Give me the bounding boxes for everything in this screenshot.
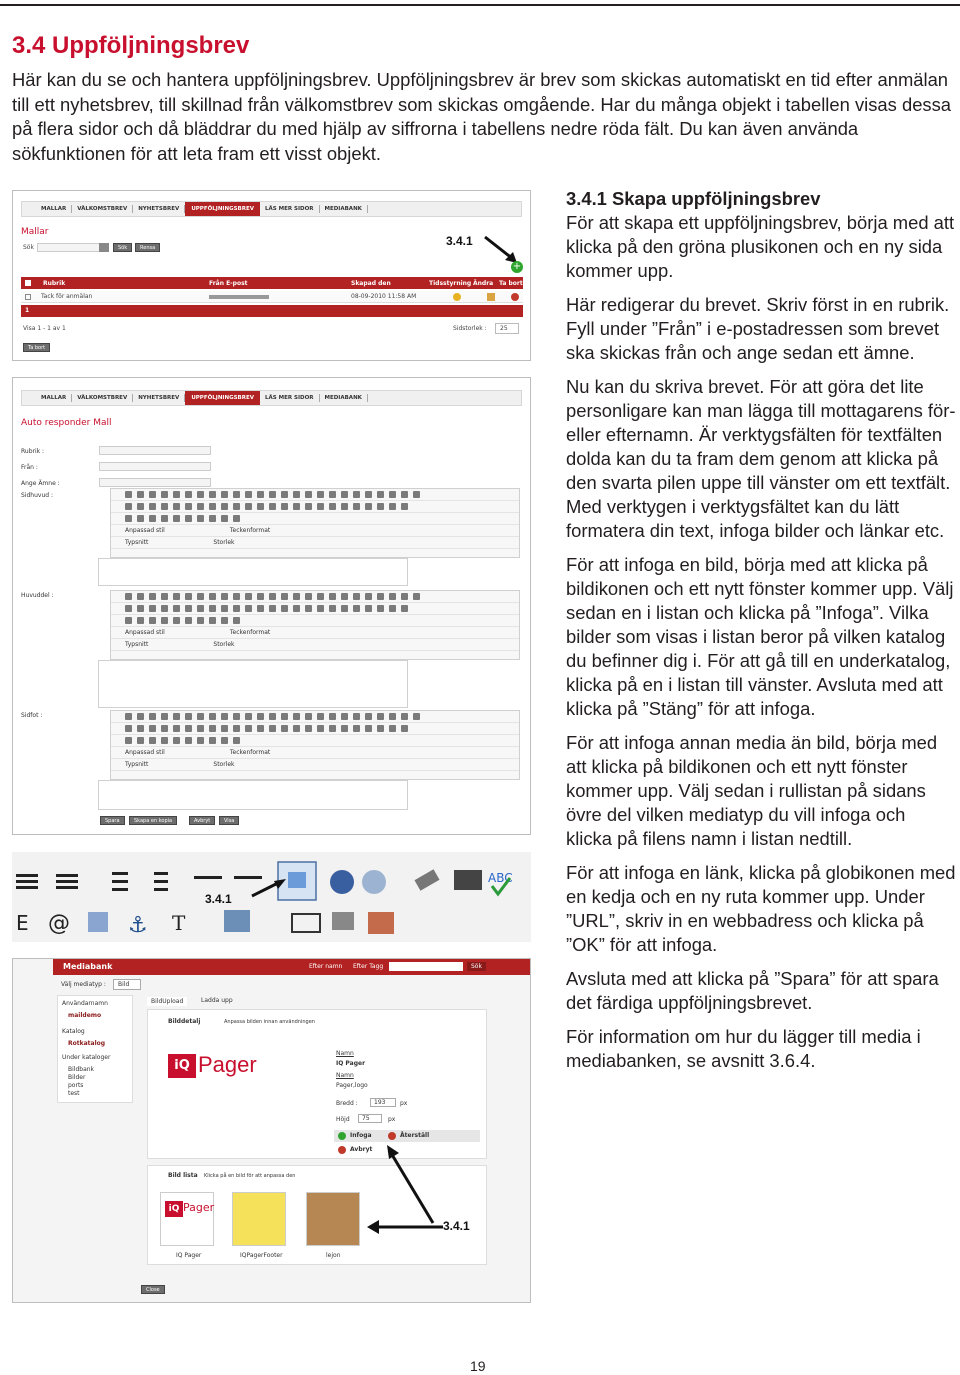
nav-uppfoljningsbrev[interactable]: UPPFÖLJNINGSBREV xyxy=(185,202,260,216)
col-rubrik[interactable]: Rubrik xyxy=(43,280,66,287)
nav-mediabank[interactable]: MEDIABANK xyxy=(320,205,368,213)
tab-bildupload[interactable]: BildUpload xyxy=(147,997,187,1006)
nav-valkomstbrev[interactable]: VÄLKOMSTBREV xyxy=(72,394,133,402)
para-2: Här redigerar du brevet. Skriv först in en rubrik. Fyll under ”Från” i e-postadressen som brevet ska skickas från och ange sedan ett ämne. xyxy=(566,294,950,363)
table-row[interactable] xyxy=(21,291,523,303)
timing-icon[interactable] xyxy=(453,293,461,301)
arrow-to-thumb xyxy=(365,1215,445,1239)
clear-button[interactable]: Rensa xyxy=(135,243,160,252)
thumb-pager-text: Pager xyxy=(183,1201,215,1214)
name-label: Namn xyxy=(336,1050,354,1057)
subcatalog-label: Under kataloger xyxy=(62,1054,111,1061)
nav-nyhetsbrev[interactable]: NYHETSBREV xyxy=(133,205,185,213)
label-sidfot: Sidfot : xyxy=(21,712,43,719)
col-timing[interactable]: Tidsstyrning xyxy=(429,280,472,287)
search-label: Sök xyxy=(23,244,34,251)
label-rubrik: Rubrik : xyxy=(21,448,45,455)
table-header xyxy=(21,277,523,289)
logo-pager-text: Pager xyxy=(198,1052,257,1077)
col-delete[interactable]: Ta bort xyxy=(499,280,523,287)
name2-value: Pager,logo xyxy=(336,1082,368,1089)
tab-ladda-upp[interactable]: Ladda upp xyxy=(201,997,233,1004)
subcatalog-test[interactable]: test xyxy=(68,1090,80,1097)
preview-logo xyxy=(166,1048,266,1092)
para-5: För att infoga annan media än bild, börja med att klicka på bildikonen och ett nytt fönster kommer upp. Välj sedan i rullistan på sidans övre del vilken mediatyp du vill infoga och klicka på filens namn i listan nedtill. xyxy=(566,732,938,849)
screenshot-mediabank xyxy=(12,958,531,1303)
cancel-button[interactable]: Avbryt xyxy=(189,816,215,825)
editor-toolbar-huvuddel[interactable] xyxy=(110,590,520,660)
thumb-caption-3: lejon xyxy=(326,1252,341,1259)
pager-bar xyxy=(21,305,523,317)
reset-button[interactable]: Återställ xyxy=(400,1132,430,1139)
editor-toolbar-sidfot[interactable] xyxy=(110,710,520,780)
nav-las-mer-sidor[interactable]: LÄS MER SIDOR xyxy=(260,205,320,213)
size-label: Storlek xyxy=(213,641,235,648)
search-button[interactable]: Sök xyxy=(113,243,132,252)
nav-mediabank[interactable]: MEDIABANK xyxy=(320,394,368,402)
label-huvuddel: Huvuddel : xyxy=(21,592,54,599)
sidfot-textarea[interactable] xyxy=(98,780,408,810)
detail-panel xyxy=(147,1009,487,1159)
pager-page-1[interactable]: 1 xyxy=(25,307,30,314)
right-column xyxy=(566,187,956,1083)
detail-title: Bilddetalj xyxy=(168,1018,201,1025)
font-label: Typsnitt xyxy=(125,761,149,768)
toolbar-zoom-graphic xyxy=(12,852,531,942)
para-3: Nu kan du skriva brevet. För att göra det lite personligare kan man lägga till mottagarens för- eller efternamn. Är verktygsfälten för textfälten dolda kan du ta fram dem genom att klicka på den svarta pilen uppe till vänster om ett textfält. Med verktygen i verktygsfältet kan du lätt formatera din text, infoga bilder och länkar etc. xyxy=(566,376,956,541)
size-label: Storlek xyxy=(213,761,235,768)
detail-hint: Anpassa bilden innan användningen xyxy=(224,1019,315,1025)
col-created[interactable]: Skapad den xyxy=(351,280,391,287)
width-input[interactable]: 193 xyxy=(370,1098,396,1107)
subcatalog-ports[interactable]: ports xyxy=(68,1082,84,1089)
editor-toolbar-sidhuvud[interactable] xyxy=(110,488,520,558)
svg-text:ABC: ABC xyxy=(488,871,513,885)
screenshot-toolbar-zoom xyxy=(12,852,531,942)
list-title: Bild lista xyxy=(168,1172,198,1179)
svg-text:E: E xyxy=(16,911,29,935)
mallar-title: Mallar xyxy=(21,227,49,237)
nav-uppfoljningsbrev[interactable]: UPPFÖLJNINGSBREV xyxy=(185,391,260,405)
screenshot-editor xyxy=(12,377,531,835)
height-input[interactable]: 75 xyxy=(358,1114,382,1123)
format-label: Teckenformat xyxy=(229,629,271,636)
huvuddel-textarea[interactable] xyxy=(98,660,408,708)
user-label: Användarnamn xyxy=(62,1000,108,1007)
page-number: 19 xyxy=(470,1358,486,1374)
col-edit[interactable]: Ändra xyxy=(473,280,494,287)
row-rubrik: Tack för anmälan xyxy=(41,293,93,300)
fran-input[interactable] xyxy=(99,462,211,471)
nav-las-mer-sidor[interactable]: LÄS MER SIDOR xyxy=(260,394,320,402)
nav-valkomstbrev[interactable]: VÄLKOMSTBREV xyxy=(72,205,133,213)
nav-mallar[interactable]: MALLAR xyxy=(36,205,72,213)
svg-text:@: @ xyxy=(48,911,70,936)
style-label: Anpassad stil xyxy=(125,629,165,636)
list-hint: Klicka på en bild för att anpassa den xyxy=(204,1173,296,1179)
width-label: Bredd : xyxy=(336,1100,358,1107)
show-count: Visa 1 - 1 av 1 xyxy=(23,325,66,332)
label-fran: Från : xyxy=(21,464,38,471)
subcatalog-bildbank[interactable]: Bildbank xyxy=(68,1066,95,1073)
sidhuvud-textarea[interactable] xyxy=(98,558,408,586)
catalog-label: Katalog xyxy=(62,1028,85,1035)
amne-input[interactable] xyxy=(99,478,211,487)
para-4: För att infoga en bild, börja med att klicka på bildikonen och ett nytt fönster kommer upp. Välj sedan en i listan och klicka på ”Infoga”. Vilka bilder som visas i listan beror på vilken katalog du befinner dig i. För att gå till en underkatalog, klicka på en i listan till vänster. Avsluta med att klicka på ”Stäng” för att infoga. xyxy=(566,554,954,719)
section-title: 3.4 Uppföljningsbrev xyxy=(12,32,250,59)
close-button[interactable]: Close xyxy=(141,1285,165,1294)
checkbox-all[interactable] xyxy=(25,280,31,286)
callout-label: 3.4.1 xyxy=(446,234,473,248)
sidebar xyxy=(57,995,133,1103)
name2-label: Namn xyxy=(336,1072,354,1079)
height-label: Höjd xyxy=(336,1116,350,1123)
screenshot-mallar-list xyxy=(12,190,531,361)
svg-text:⚓: ⚓ xyxy=(128,913,148,938)
label-amne: Ange Ämne : xyxy=(21,480,60,487)
admin-navbar xyxy=(21,201,522,217)
para-6: För att infoga en länk, klicka på globikonen med en kedja och en ny ruta kommer upp. Under ”URL”, skriv in en webbadress och klicka på ”OK” för att infoga. xyxy=(566,862,956,955)
intro-paragraph: Här kan du se och hantera uppföljningsbrev. Uppföljningsbrev är brev som skickas automatiskt en tid efter anmälan till ett nyhetsbrev, till skillnad från välkomstbrev som skickas omgående. Har du många objekt i tabellen visas dessa på flera sidor och då bläddrar du med hjälp av siffrorna i tabellens nedre röda fält. Du kan även använda sökfunktionen för att leta fram ett visst objekt. xyxy=(12,69,952,164)
copy-button[interactable]: Skapa en kopia xyxy=(129,816,177,825)
nav-nyhetsbrev[interactable]: NYHETSBREV xyxy=(133,394,185,402)
nav-mallar[interactable]: MALLAR xyxy=(36,394,72,402)
name-value: IQ Pager xyxy=(336,1060,366,1067)
mediabank-header xyxy=(53,959,531,975)
insert-icon[interactable] xyxy=(338,1132,346,1140)
delete-icon[interactable] xyxy=(511,293,519,301)
para-1: För att skapa ett uppföljningsbrev, börja med att klicka på den gröna plusikonen och en ny sida kommer upp. xyxy=(566,212,955,281)
thumb-iq-mark: iQ xyxy=(165,1201,183,1217)
svg-text:T: T xyxy=(172,911,186,935)
search-input[interactable] xyxy=(37,243,107,252)
width-unit: px xyxy=(400,1100,408,1107)
media-type-label: Välj mediatyp : xyxy=(61,981,106,988)
save-button[interactable]: Spara xyxy=(100,816,125,825)
catalog-value[interactable]: Rotkatalog xyxy=(68,1040,106,1047)
font-label: Typsnitt xyxy=(125,641,149,648)
subsection-heading: 3.4.1 Skapa uppföljningsbrev xyxy=(566,188,821,209)
cancel-icon[interactable] xyxy=(338,1146,346,1154)
user-value: maildemo xyxy=(68,1012,102,1019)
row-date: 08-09-2010 11:58 AM xyxy=(351,293,417,300)
search-by-tag[interactable]: Efter Tagg xyxy=(353,963,384,970)
editor-title: Auto responder Mall xyxy=(21,418,112,428)
page-size-select[interactable]: 25 xyxy=(495,323,519,334)
cancel-button[interactable]: Avbryt xyxy=(350,1146,373,1153)
style-label: Anpassad stil xyxy=(125,749,165,756)
admin-navbar xyxy=(21,390,522,406)
font-label: Typsnitt xyxy=(125,539,149,546)
page-size-label: Sidstorlek : xyxy=(453,325,487,332)
row-checkbox[interactable] xyxy=(25,294,31,300)
search-icon[interactable] xyxy=(99,243,109,252)
label-sidhuvud: Sidhuvud : xyxy=(21,492,53,499)
delete-button[interactable]: Ta bort xyxy=(23,343,50,352)
col-from[interactable]: Från E-post xyxy=(209,280,248,287)
edit-icon[interactable] xyxy=(487,293,495,301)
media-search-input[interactable] xyxy=(389,962,463,971)
thumb-caption-1: IQ Pager xyxy=(176,1252,202,1259)
search-by-name[interactable]: Efter namn xyxy=(309,963,343,970)
thumb-iqpager[interactable] xyxy=(160,1192,214,1246)
subcatalog-bilder[interactable]: Bilder xyxy=(68,1074,86,1081)
row-email xyxy=(209,295,269,299)
preview-button[interactable]: Visa xyxy=(219,816,239,825)
callout-label: 3.4.1 xyxy=(443,1219,470,1233)
format-label: Teckenformat xyxy=(229,527,271,534)
thumb-footer[interactable] xyxy=(232,1192,286,1246)
thumb-caption-2: IQPagerFooter xyxy=(240,1252,283,1259)
callout-label: 3.4.1 xyxy=(205,892,232,906)
style-label: Anpassad stil xyxy=(125,527,165,534)
thumb-lejon[interactable] xyxy=(306,1192,360,1246)
para-8: För information om hur du lägger till media i mediabanken, se avsnitt 3.6.4. xyxy=(566,1026,921,1071)
height-unit: px xyxy=(388,1116,396,1123)
para-7: Avsluta med att klicka på ”Spara” för att spara det färdiga uppföljningsbrevet. xyxy=(566,968,939,1013)
insert-button[interactable]: Infoga xyxy=(350,1132,372,1139)
format-label: Teckenformat xyxy=(229,749,271,756)
mediabank-title: Mediabank xyxy=(63,962,113,971)
media-search-button[interactable]: Sök xyxy=(467,962,486,971)
logo-iq-mark: iQ xyxy=(168,1054,196,1078)
media-type-select[interactable]: Bild xyxy=(113,979,141,990)
size-label: Storlek xyxy=(213,539,235,546)
top-rule xyxy=(0,4,960,6)
add-plus-icon[interactable]: + xyxy=(512,261,522,272)
rubrik-input[interactable] xyxy=(99,446,211,455)
